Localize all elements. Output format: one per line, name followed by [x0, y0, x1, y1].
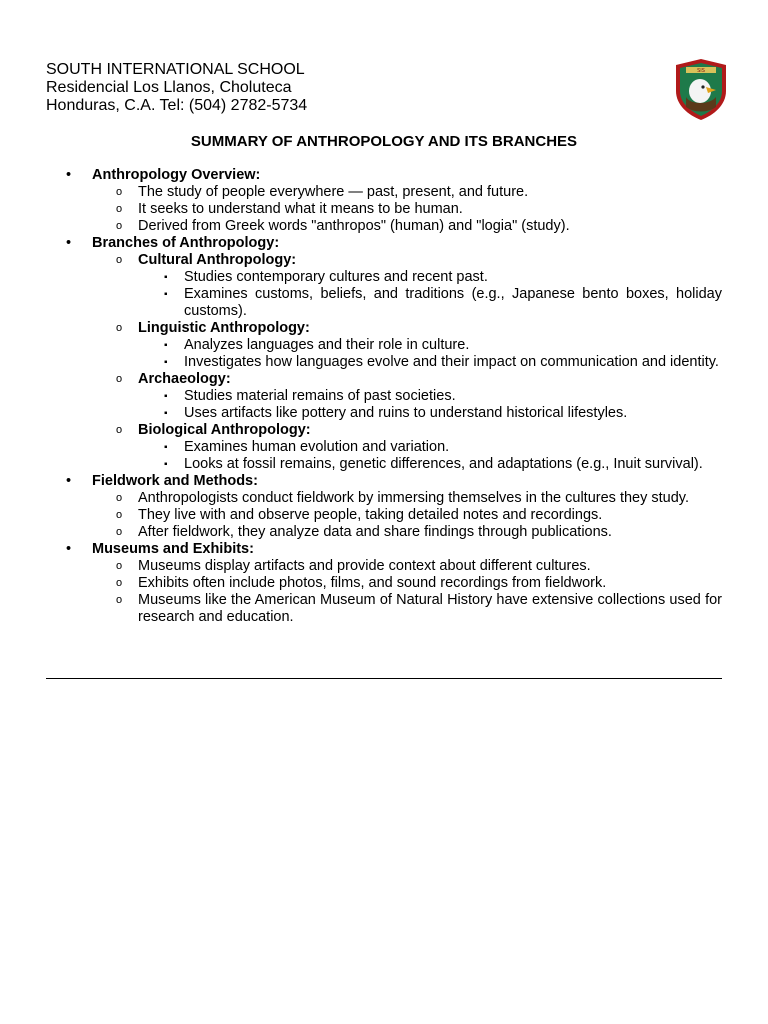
bullet-icon: • — [66, 167, 72, 183]
circle-bullet-icon: o — [116, 373, 123, 385]
circle-bullet-icon: o — [116, 492, 123, 504]
list-item: ▪ Examines customs, beliefs, and traditions (e.g., Japanese bento boxes, holiday customs). — [164, 286, 722, 319]
square-bullet-icon: ▪ — [164, 272, 168, 283]
school-address: Residencial Los Llanos, Choluteca — [46, 79, 292, 96]
circle-bullet-icon: o — [116, 424, 123, 436]
biological-anthropology: o Biological Anthropology: ▪ Examines human evolution and variation. ▪ Looks at fossil remains, genetic differences, and adaptations (e.g., Inuit survival). — [92, 422, 722, 473]
circle-bullet-icon: o — [116, 254, 123, 266]
circle-bullet-icon: o — [116, 594, 123, 606]
crest-banner-text: SIS — [697, 68, 705, 74]
branches-section — [46, 235, 722, 473]
list-item: o Museums display artifacts and provide context about different cultures. — [116, 558, 591, 574]
overview-section — [46, 167, 722, 235]
list-item: ▪ Studies contemporary cultures and recent past. — [164, 269, 488, 285]
circle-bullet-icon: o — [116, 509, 123, 521]
linguistic-anthropology: o Linguistic Anthropology: ▪ Analyzes languages and their role in culture. ▪ Investigates how languages evolve and their impact on communication and identity. — [92, 320, 722, 371]
list-item: ▪ Looks at fossil remains, genetic differences, and adaptations (e.g., Inuit survival). — [164, 456, 703, 472]
list-item: o Anthropologists conduct fieldwork by immersing themselves in the cultures they study. — [116, 490, 689, 506]
list-item: ▪ Studies material remains of past societies. — [164, 388, 456, 404]
archaeology: o Archaeology: ▪ Studies material remains of past societies. ▪ Uses artifacts like pottery and ruins to understand historical lifestyles. — [92, 371, 722, 422]
list-item: ▪ Uses artifacts like pottery and ruins to understand historical lifestyles. — [164, 405, 628, 421]
school-contact: Honduras, C.A. Tel: (504) 2782-5734 — [46, 97, 308, 114]
square-bullet-icon: ▪ — [164, 357, 168, 368]
summary-content — [46, 167, 722, 626]
circle-bullet-icon: o — [116, 220, 123, 232]
list-item: o The study of people everywhere — past, present, and future. — [116, 184, 529, 200]
list-item: ▪ Examines human evolution and variation. — [164, 439, 450, 455]
circle-bullet-icon: o — [116, 526, 123, 538]
list-item: o After fieldwork, they analyze data and share findings through publications. — [116, 524, 612, 540]
list-item: o Exhibits often include photos, films, and sound recordings from fieldwork. — [116, 575, 607, 591]
square-bullet-icon: ▪ — [164, 340, 168, 351]
circle-bullet-icon: o — [116, 577, 123, 589]
list-item: o It seeks to understand what it means to be human. — [116, 201, 463, 217]
fieldwork-heading: Fieldwork and Methods: — [92, 473, 258, 489]
divider — [46, 678, 722, 679]
circle-bullet-icon: o — [116, 322, 123, 334]
list-item: o They live with and observe people, taking detailed notes and recordings. — [116, 507, 603, 523]
circle-bullet-icon: o — [116, 560, 123, 572]
circle-bullet-icon: o — [116, 203, 123, 215]
bullet-icon: • — [66, 541, 72, 557]
page-title: SUMMARY OF ANTHROPOLOGY AND ITS BRANCHES — [190, 133, 578, 150]
bullet-icon: • — [66, 473, 72, 489]
square-bullet-icon: ▪ — [164, 289, 168, 300]
overview-heading: Anthropology Overview: — [92, 167, 261, 183]
fieldwork-section — [46, 473, 722, 541]
list-item: ▪ Investigates how languages evolve and their impact on communication and identity. — [164, 354, 719, 370]
school-header — [46, 61, 307, 115]
circle-bullet-icon: o — [116, 186, 123, 198]
school-name: SOUTH INTERNATIONAL SCHOOL — [46, 61, 305, 78]
square-bullet-icon: ▪ — [164, 442, 168, 453]
branches-heading: Branches of Anthropology: — [92, 235, 280, 251]
square-bullet-icon: ▪ — [164, 408, 168, 419]
list-item: o Derived from Greek words "anthropos" (human) and "logia" (study). — [116, 218, 570, 234]
square-bullet-icon: ▪ — [164, 459, 168, 470]
list-item: o Museums like the American Museum of Natural History have extensive collections used for research and education. — [116, 592, 722, 625]
list-item: ▪ Analyzes languages and their role in culture. — [164, 337, 470, 353]
museums-heading: Museums and Exhibits: — [92, 541, 254, 557]
school-crest-icon — [672, 57, 730, 121]
bullet-icon: • — [66, 235, 72, 251]
square-bullet-icon: ▪ — [164, 391, 168, 402]
cultural-anthropology: o Cultural Anthropology: ▪ Studies contemporary cultures and recent past. ▪ Examines customs, beliefs, and traditions (e.g., Japanese bento boxes, holiday customs). — [116, 252, 722, 319]
museums-section — [46, 541, 722, 626]
